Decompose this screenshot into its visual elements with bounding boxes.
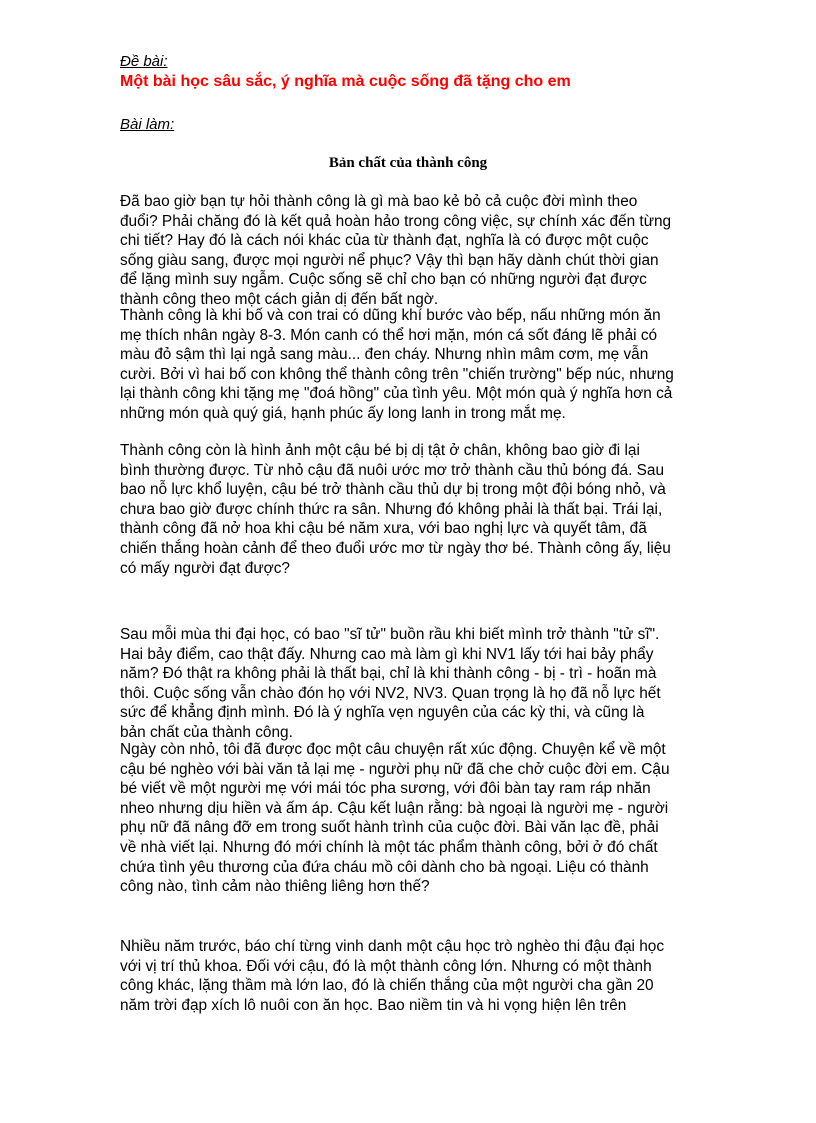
text-line: công khác, lặng thầm mà lớn lao, đó là chiến thắng của một người cha gần 20 [120,977,654,995]
text-line: Sau mỗi mùa thi đại học, có bao "sĩ tử" buồn rầu khi biết mình trở thành "tử sĩ". [120,626,660,643]
text-line: Hai bảy điểm, cao thật đấy. Nhưng cao mà làm gì khi NV1 lấy tới hai bảy phẩy [120,645,654,663]
text-line: công nào, tình cảm nào thiêng liêng hơn thế? [120,878,430,896]
paragraph-5 [120,740,700,897]
text-line: bình thường được. Từ nhỏ cậu đã nuôi ước mơ trở thành cầu thủ bóng đá. Sau [120,461,665,479]
text-line: Ngày còn nhỏ, tôi đã được đọc một câu chuyện rất xúc động. Chuyện kể về một [120,741,666,758]
paragraph-1 [120,192,700,310]
text-line: bé viết về một người mẹ với mái tóc pha sương, với đôi bàn tay ram ráp nhăn [120,780,651,798]
answer-label: Bài làm: [120,116,175,133]
assignment-subject: Một bài học sâu sắc, ý nghĩa mà cuộc sống đã tặng cho em [120,73,571,90]
assignment-label: Đề bài: [120,53,168,70]
text-line: những món quà quý giá, hạnh phúc ấy long lanh in trong mắt mẹ. [120,404,566,422]
text-line: mẹ thích nhân ngày 8-3. Món canh có thể hơi mặn, món cá sốt đáng lẽ phải có [120,326,658,344]
text-line: màu đỏ sậm thì lại ngả sang màu... đen cháy. Nhưng nhìn mâm cơm, mẹ vẫn [120,346,649,364]
text-line: có mấy người đạt được? [120,559,290,577]
text-line: cậu bé nghèo với bài văn tả lại mẹ - người phụ nữ đã che chở cuộc đời em. Cậu [120,760,670,778]
text-line: lại thành công khi tặng mẹ "đoá hồng" của tình yêu. Một món quà ý nghĩa hơn cả [120,385,673,403]
text-line: thành công đã nở hoa khi cậu bé năm xưa, với bao nghị lực và quyết tâm, đã [120,520,647,538]
text-line: Nhiều năm trước, báo chí từng vinh danh một cậu học trò nghèo thi đậu đại học [120,938,665,955]
text-line: năm? Đó thật ra không phải là thất bại, chỉ là khi thành công - bị - trì - hoãn mà [120,665,657,683]
text-line: thôi. Cuộc sống vẫn chào đón họ với NV2, NV3. Quan trọng là họ đã nỗ lực hết [120,684,661,702]
text-line: về nhà viết lại. Nhưng đó mới chính là một tác phẩm thành công, bởi ở đó chất [120,838,658,856]
text-line: chứa tình yêu thương của đứa cháu mồ côi dành cho bà ngoại. Liệu có thành [120,858,649,876]
text-line: chi tiết? Hay đó là cách nói khác của từ thành đạt, nghĩa là có được một cuộc [120,232,649,250]
text-line: với vị trí thủ khoa. Đối với cậu, đó là một thành công lớn. Nhưng có một thành [120,957,652,975]
text-line: sức để khẳng định mình. Đó là ý nghĩa vẹn nguyên của các kỳ thi, và cũng là [120,704,645,722]
text-line: Đã bao giờ bạn tự hỏi thành công là gì mà bao kẻ bỏ cả cuộc đời mình theo [120,193,638,210]
text-line: Thành công còn là hình ảnh một cậu bé bị dị tật ở chân, không bao giờ đi lại [120,442,640,459]
text-line: phụ nữ đã nâng đỡ em trong suốt hành trình của cuộc đời. Bài văn lạc đề, phải [120,819,659,837]
paragraph-3 [120,441,700,578]
text-line: Thành công là khi bố và con trai có dũng khí bước vào bếp, nấu những món ăn [120,307,661,324]
text-line: chưa bao giờ được chính thức ra sân. Nhưng đó không phải là thất bại. Trái lại, [120,500,663,518]
text-line: để lặng mình suy ngẫm. Cuộc sống sẽ chỉ cho bạn có những người đạt được [120,271,647,289]
text-line: năm trời đạp xích lô nuôi con ăn học. Bao niềm tin và hi vọng hiện lên trên [120,996,627,1014]
paragraph-6 [120,937,700,1015]
text-line: bản chất của thành công. [120,723,293,741]
essay-title: Bản chất của thành công [328,155,488,171]
text-line: cười. Bởi vì hai bố con không thể thành công trên "chiến trường" bếp núc, nhưng [120,365,674,383]
paragraph-2 [120,306,700,424]
text-line: nheo nhưng dịu hiền và ấm áp. Cậu kết luận rằng: bà ngoại là người mẹ - người [120,799,669,817]
text-line: đuổi? Phải chăng đó là kết quả hoàn hảo trong công việc, sự chính xác đến từng [120,212,672,230]
text-line: sống giàu sang, được mọi người nể phục? Vậy thì bạn hãy dành chút thời gian [120,251,659,269]
paragraph-4 [120,625,700,743]
text-line: bao nỗ lực khổ luyện, cậu bé trở thành cầu thủ dự bị trong một đội bóng nhỏ, và [120,481,666,499]
text-line: chiến thắng hoàn cảnh để theo đuổi ước mơ từ ngày thơ bé. Thành công ấy, liệu [120,539,671,557]
text-line: thành công theo một cách giản dị đến bất ngờ. [120,290,439,308]
